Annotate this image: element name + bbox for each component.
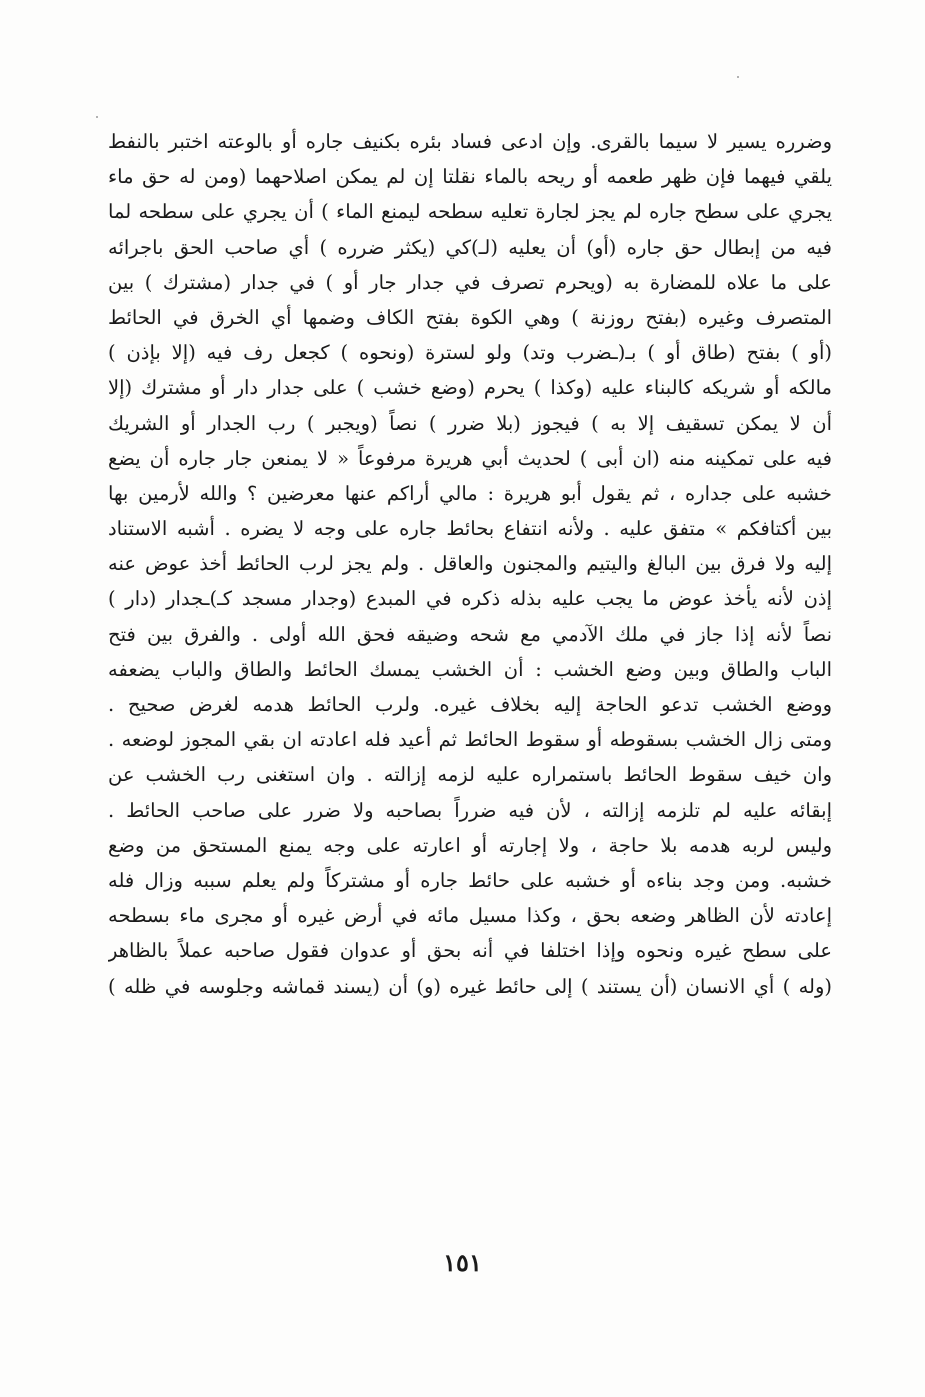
text-line: نصاً لأنه إذا جاز في ملك الآدمي مع شحه وضيقه فحق الله أولى . والفرق بين فتح <box>108 622 832 646</box>
text-line: إعادته لأن الظاهر وضعه بحق ، وكذا مسيل مائه في أرض غيره أو مجرى ماء بسطحه <box>108 904 832 928</box>
text-line: بين أكتافكم » متفق عليه . ولأنه انتفاع بحائط جاره على وجه لا يضره . أشبه الاستناد <box>108 517 832 541</box>
text-line: مالكه أو شريكه كالبناء عليه (وكذا ) يحرم (وضع خشب ) على جدار دار أو مشترك (إلا <box>108 376 832 400</box>
text-line: على ما علاه للمضارة به (ويحرم تصرف في جدار جار أو ) في جدار (مشترك ) بين <box>108 270 832 294</box>
text-line: أن لا يمكن تسقيف إلا به ) فيجوز (بلا ضرر ) نصاً (ويجبر ) رب الجدار أو الشريك <box>108 411 832 435</box>
text-line: وضرره يسير لا سيما بالقرى. وإن ادعى فساد بئره بكنيف جاره أو بالوعته اختبر بالنفط <box>108 130 832 153</box>
text-line: خشبه. ومن وجد بناءه أو خشبه على حائط جاره أو مشتركاً ولم يعلم سببه وزال فله <box>108 868 832 892</box>
text-line: الباب والطاق وبين وضع الخشب : أن الخشب يمسك الحائط والطاق والباب يضعفه <box>108 657 832 681</box>
text-line: ووضع الخشب تدعو الحاجة إليه بخلاف غيره. ولرب الحائط هدمه لغرض صحيح . <box>108 693 832 716</box>
text-line: على سطح غيره ونحوه وإذا اختلفا في أنه بحق أو عدوان فقول صاحبه عملاً بالظاهر <box>108 939 832 963</box>
text-line: (وله ) أي الانسان (أن يستند ) إلى حائط غيره (و) أن (يسند قماشه وجلوسه في ظله ) <box>108 974 832 998</box>
text-line: إبقائه عليه لم تلزمه إزالته ، لأن فيه ضرراً بصاحبه ولا ضرر على صاحب الحائط . <box>108 798 832 822</box>
text-line: يلقي فيهما فإن ظهر طعمه أو ريحه بالماء نقلتا إن لم يمكن اصلاحهما (ومن له حق ماء <box>108 165 832 189</box>
text-line: المتصرف وغيره (بفتح روزنة ) وهي الكوة بفتح الكاف وضمها أي الخرق في الحائط <box>108 305 832 329</box>
body-text <box>108 124 832 1004</box>
text-line: إليه ولا فرق بين البالغ واليتيم والمجنون والعاقل . ولم يجز لرب الحائط أخذ عوض عنه <box>108 552 832 576</box>
text-line: فيه على تمكينه منه (ان أبى ) لحديث أبي هريرة مرفوعاً « لا يمنعن جار جاره أن يضع <box>108 446 832 470</box>
scan-speck <box>96 116 98 118</box>
text-line: يجري على سطح جاره لم يجز لجارة تعليه سطحه ليمنع الماء ) أن يجري على سطحه لما <box>108 200 832 224</box>
text-line: وليس لربه هدمه بلا حاجة ، ولا إجارته أو اعارته على وجه يمنع المستحق من وضع <box>108 833 832 857</box>
text-line: (أو ) بفتح (طاق أو ) بـ(ـضرب وتد) ولو لسترة (ونحوه ) كجعل رف فيه (إلا بإذن ) <box>108 341 832 365</box>
text-line: وان خيف سقوط الحائط باستمراره عليه لزمه إزالته . وان استغنى رب الخشب عن <box>108 763 832 787</box>
page-number: ١٥١ <box>443 1248 482 1277</box>
text-line: ومتى زال الخشب بسقوطه أو سقوط الحائط ثم أعيد فله اعادته ان بقي المجوز لوضعه . <box>108 728 832 752</box>
scan-speck <box>737 76 739 78</box>
text-line: خشبه على جداره ، ثم يقول أبو هريرة : مالي أراكم عنها معرضين ؟ والله لأرمين بها <box>108 481 832 505</box>
text-line: فيه من إبطال حق جاره (أو) أن يعليه (لـ)كي (يكثر ضرره ) أي صاحب الحق باجرائه <box>108 235 832 259</box>
text-line: إذن لأنه يأخذ عوض ما يجب عليه بذله ذكره في المبدع (وجدار مسجد كـ)ـجدار (دار ) <box>108 587 832 611</box>
